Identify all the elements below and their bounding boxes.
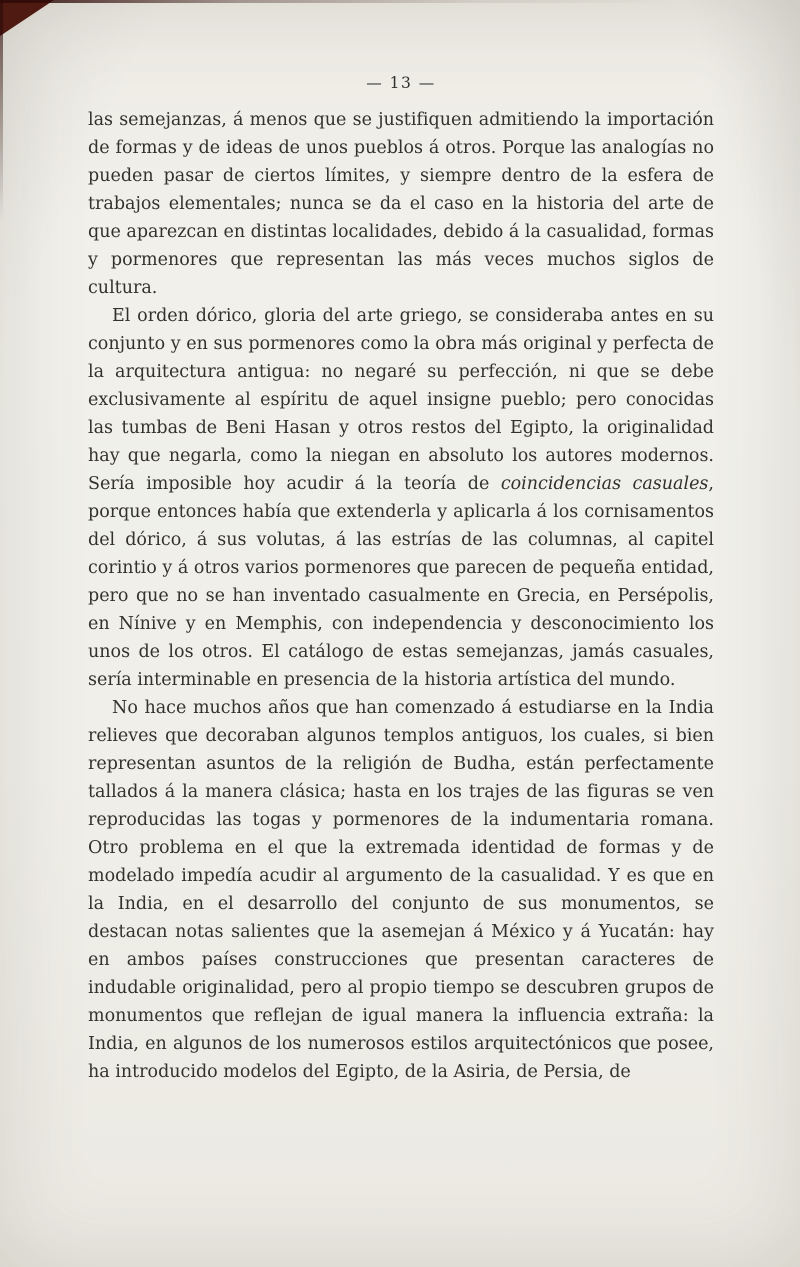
paragraph-2 <box>88 302 714 694</box>
italic-phrase: coincidencias casuales <box>500 474 709 494</box>
text-segment: , porque entonces había que extenderla y aplicarla á los cornisamentos del dórico, á sus volutas, á las estrías de las columnas, al capitel corintio y á otros varios pormenores que parecen de pequeña entidad, pero que no se han inventado casualmente en Grecia, en Persépolis, en Nínive y en Memphis, con independencia y desconocimiento los unos de los otros. El catálogo de estas semejanzas, jamás casuales, sería interminable en presencia de la historia artística del mundo. <box>88 474 714 690</box>
book-cover-corner <box>0 0 54 36</box>
paragraph-1 <box>88 106 714 302</box>
text-segment: las semejanzas, á menos que se justifiquen admitiendo la importación de formas y de ideas de unos pueblos á otros. Porque las analogías no pueden pasar de ciertos límites, y siempre dentro de la esfera de trabajos elementales; nunca se da el caso en la historia del arte de que aparezcan en distintas localidades, debido á la casualidad, formas y pormenores que representan las más veces muchos siglos de cultura. <box>88 110 714 298</box>
text-block <box>88 106 714 1086</box>
text-segment: El orden dórico, gloria del arte griego, se consideraba antes en su conjunto y en sus pormenores como la obra más original y perfecta de la arquitectura antigua: no negaré su perfección, ni que se debe exclusivamente al espíritu de aquel insigne pueblo; pero conocidas las tumbas de Beni Hasan y otros restos del Egipto, la originalidad hay que negarla, como la niegan en absoluto los autores modernos. Sería imposible hoy acudir á la teoría de <box>88 306 714 494</box>
photo-top-edge <box>0 0 800 3</box>
text-segment: No hace muchos años que han comenzado á estudiarse en la India relieves que decoraban algunos templos antiguos, los cuales, si bien representan asuntos de la religión de Budha, están perfectamente tallados á la manera clásica; hasta en los trajes de las figuras se ven reproducidas las togas y pormenores de la indumentaria romana. Otro problema en el que la extremada identidad de formas y de modelado impedía acudir al argumento de la casualidad. Y es que en la India, en el desarrollo del conjunto de sus monumentos, se destacan notas salientes que la asemejan á México y á Yucatán: hay en ambos países construcciones que presentan caracteres de indudable originalidad, pero al propio tiempo se descubren grupos de monumentos que reflejan de igual manera la influencia extraña: la India, en algunos de los numerosos estilos arquitectónicos que posee, ha introducido modelos del Egipto, de la Asiria, de Persia, de <box>88 698 714 1082</box>
paragraph-3 <box>88 694 714 1086</box>
photo-left-edge <box>0 0 3 220</box>
page-number: — 13 — <box>366 74 436 92</box>
